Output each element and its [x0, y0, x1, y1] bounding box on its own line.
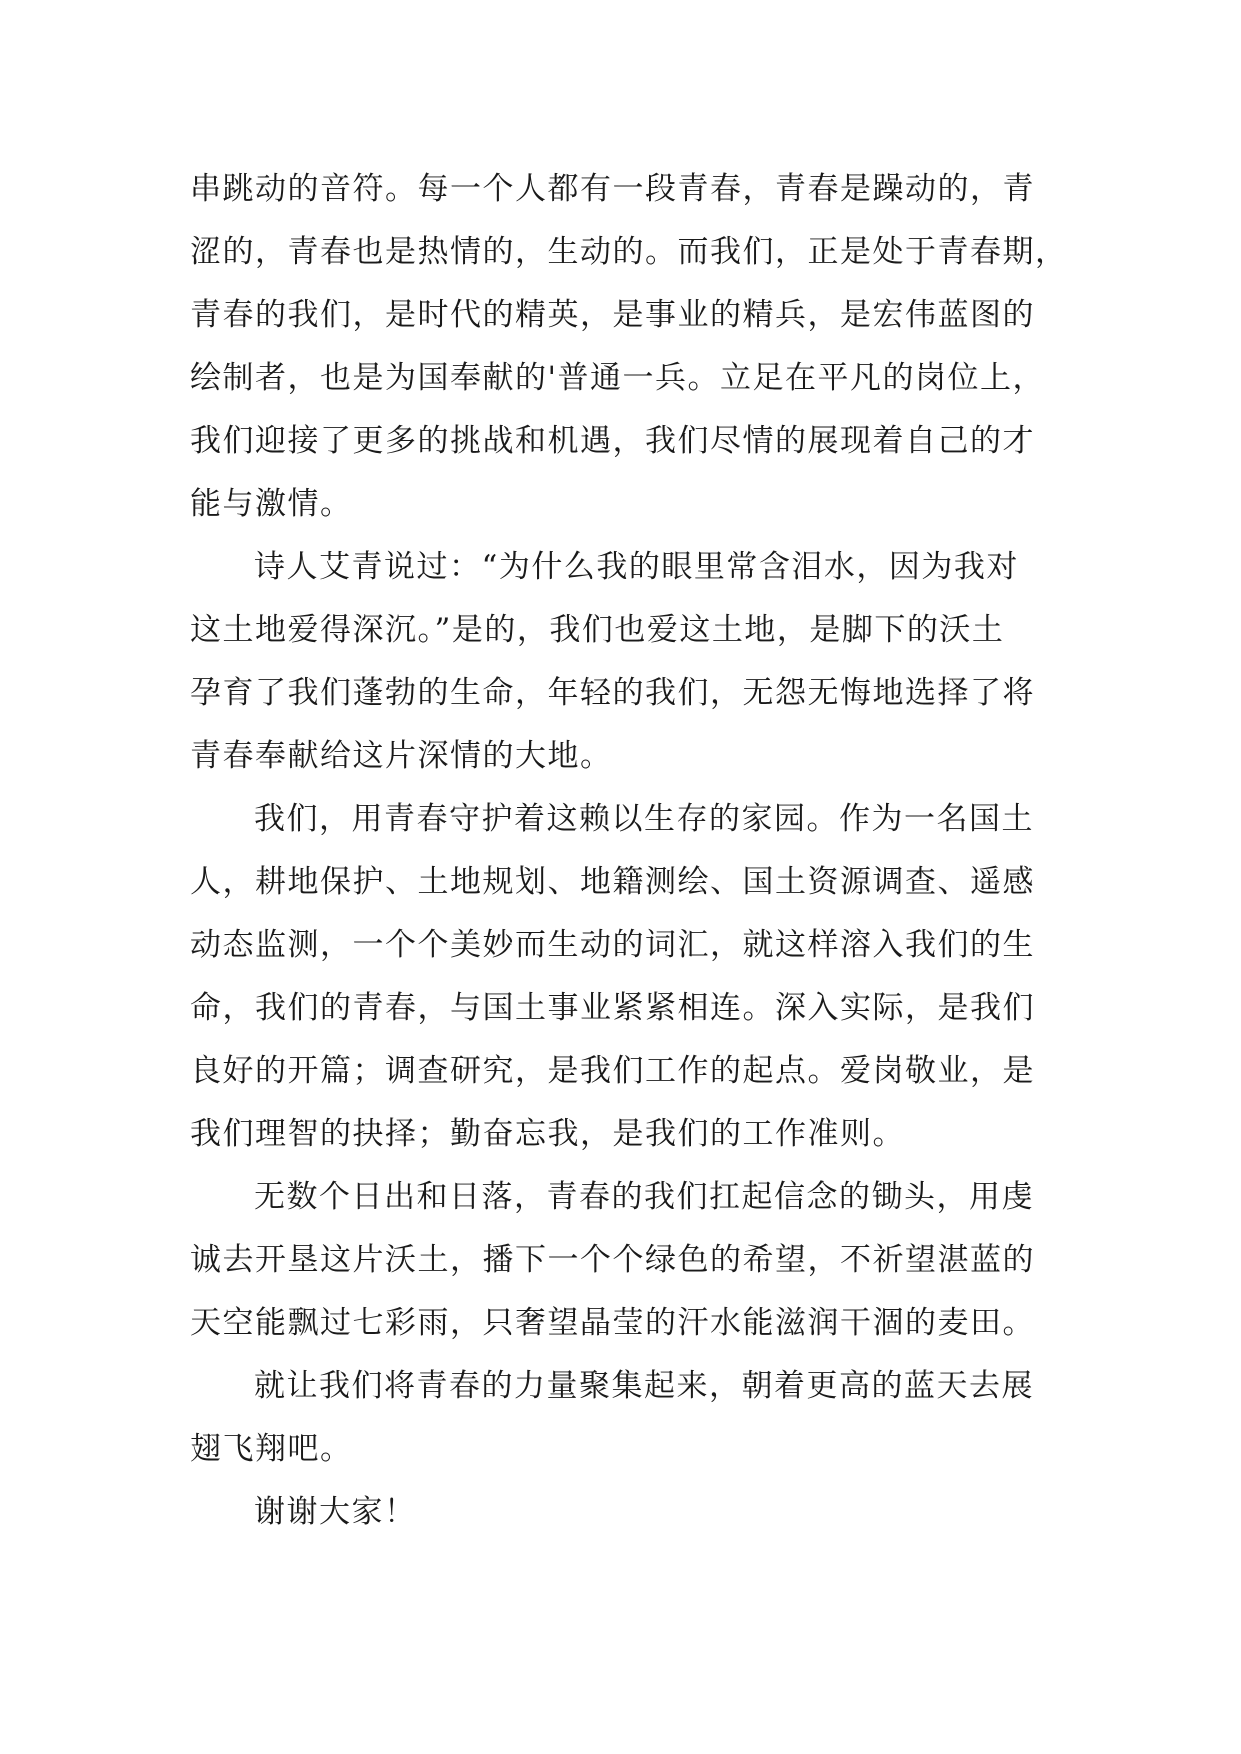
text-line: 人，耕地保护、土地规划、地籍测绘、国土资源调查、遥感	[190, 864, 1035, 900]
text-line: 串跳动的音符。每一个人都有一段青春，青春是躁动的，青	[190, 171, 1035, 207]
text-line: 青春的我们，是时代的精英，是事业的精兵，是宏伟蓝图的	[190, 297, 1035, 333]
text-line: 诚去开垦这片沃土，播下一个个绿色的希望，不祈望湛蓝的	[190, 1242, 1035, 1278]
document-body	[190, 158, 1068, 1544]
text-line: 命，我们的青春，与国土事业紧紧相连。深入实际，是我们	[190, 990, 1035, 1026]
text-line: 谢谢大家！	[254, 1494, 417, 1530]
text-line: 绘制者，也是为国奉献的'普通一兵。立足在平凡的岗位上，	[190, 360, 1046, 396]
text-line: 就让我们将青春的力量聚集起来，朝着更高的蓝天去展	[254, 1368, 1034, 1404]
text-line: 我们迎接了更多的挑战和机遇，我们尽情的展现着自己的才	[190, 423, 1035, 459]
text-line: 无数个日出和日落，青春的我们扛起信念的锄头，用虔	[254, 1179, 1034, 1215]
text-line: 这土地爱得深沉。”是的，我们也爱这土地，是脚下的沃土	[190, 612, 1005, 648]
text-line: 青春奉献给这片深情的大地。	[190, 738, 613, 774]
text-line: 良好的开篇；调查研究，是我们工作的起点。爱岗敬业，是	[190, 1053, 1035, 1089]
text-line: 孕育了我们蓬勃的生命，年轻的我们，无怨无悔地选择了将	[190, 675, 1035, 711]
text-line: 我们，用青春守护着这赖以生存的家园。作为一名国土	[254, 801, 1034, 837]
text-line: 诗人艾青说过：“为什么我的眼里常含泪水，因为我对	[254, 549, 1019, 585]
text-line: 动态监测，一个个美妙而生动的词汇，就这样溶入我们的生	[190, 927, 1035, 963]
text-line: 能与激情。	[190, 486, 353, 522]
text-line: 涩的，青春也是热情的，生动的。而我们，正是处于青春期，	[190, 234, 1068, 270]
text-line: 翅飞翔吧。	[190, 1431, 353, 1467]
text-line: 天空能飘过七彩雨，只奢望晶莹的汗水能滋润干涸的麦田。	[190, 1305, 1035, 1341]
text-line: 我们理智的抉择；勤奋忘我，是我们的工作准则。	[190, 1116, 905, 1152]
